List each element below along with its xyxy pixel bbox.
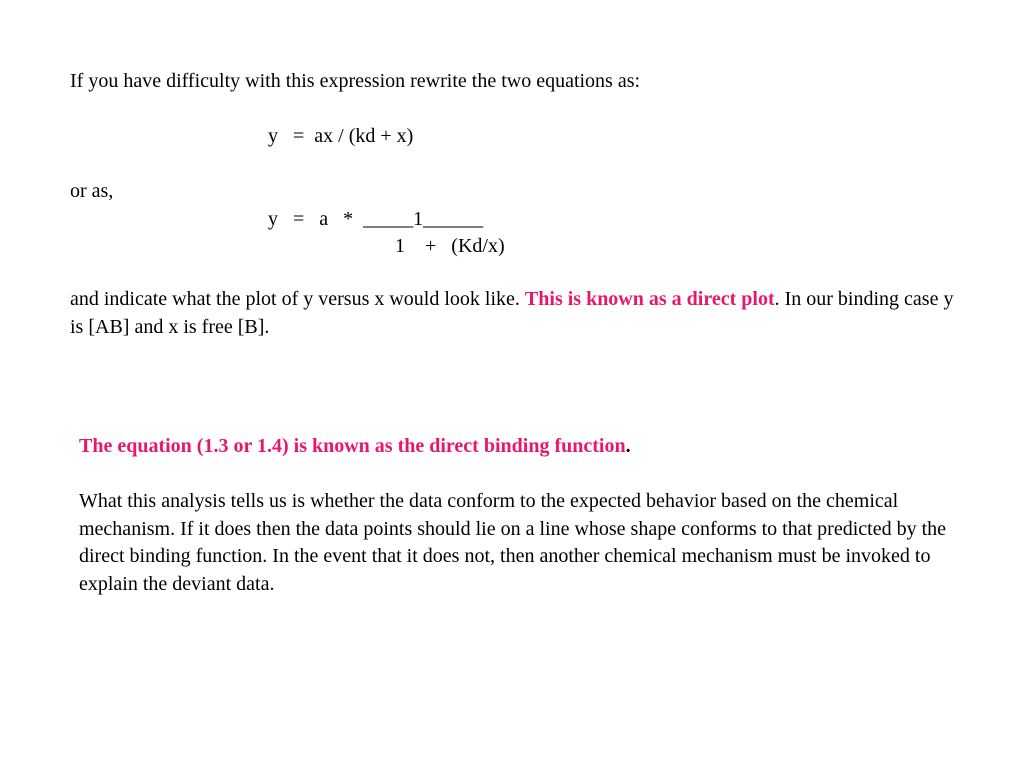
binding-function-highlight: The equation (1.3 or 1.4) is known as the direct binding function <box>79 435 626 457</box>
direct-plot-text-after: . In our binding case y is [AB] and x is free [B]. <box>70 288 954 338</box>
equation-direct: y = ax / (kd + x) <box>268 125 414 147</box>
intro-text: If you have difficulty with this expression rewrite the two equations as: <box>70 70 641 92</box>
direct-plot-text-before: and indicate what the plot of y versus x would look like. <box>70 288 525 310</box>
equation-fraction-numerator: y = a * _____1______ <box>268 208 484 230</box>
direct-plot-highlight: This is known as a direct plot <box>524 288 775 310</box>
direct-plot-paragraph <box>70 286 970 341</box>
or-as-text: or as, <box>70 180 114 202</box>
equation-fraction-denominator: 1 + (Kd/x) <box>395 235 505 257</box>
binding-function-period: . <box>625 435 631 457</box>
binding-function-heading <box>79 433 979 461</box>
analysis-paragraph: What this analysis tells us is whether the data conform to the expected behavior based on the chemical mechanism. If it does then the data points should lie on a line whose shape conforms to that predicted by the direct binding function. In the event that it does not, then another chemical mechanism must be invoked to explain the deviant data. <box>79 490 947 595</box>
